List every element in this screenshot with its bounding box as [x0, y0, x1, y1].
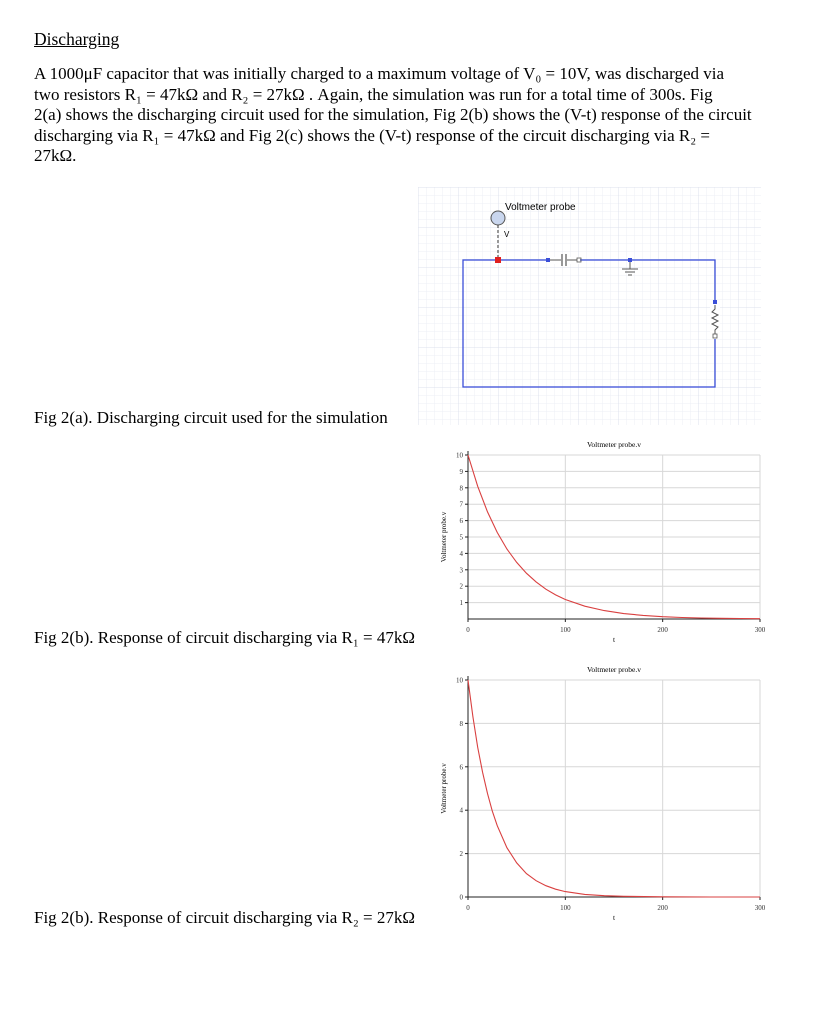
y-tick-label: 2 — [459, 582, 463, 591]
x-tick-label: 0 — [466, 904, 470, 912]
paragraph-line: 27kΩ. — [34, 146, 77, 166]
probe-label: Voltmeter probe — [505, 202, 576, 213]
circuit-diagram — [418, 187, 761, 425]
chart-title: Voltmeter probe.v — [586, 665, 642, 674]
y-tick-label: 0 — [459, 893, 463, 902]
x-tick-label: 300 — [754, 904, 766, 912]
figure-caption-a: Fig 2(a). Discharging circuit used for the simulation — [34, 408, 388, 427]
x-axis-label: t — [612, 635, 616, 644]
voltmeter-probe-icon[interactable] — [491, 211, 505, 225]
y-axis-label: Voltmeter probe.v — [440, 763, 448, 814]
chart-title: Voltmeter probe.v — [586, 440, 642, 449]
description-paragraph — [34, 64, 794, 167]
y-tick-label: 10 — [456, 676, 463, 685]
y-tick-label: 8 — [459, 719, 463, 728]
paragraph-line: A 1000μF capacitor that was initially charged to a maximum voltage of V₀ = 10V, was discharged via — [34, 64, 725, 83]
y-tick-label: 3 — [459, 566, 463, 575]
y-tick-label: 10 — [456, 451, 463, 460]
probe-pin-label: V — [504, 230, 510, 239]
y-tick-label: 2 — [459, 850, 463, 859]
section-heading: Discharging — [34, 29, 120, 49]
y-tick-label: 7 — [459, 500, 463, 509]
x-tick-label: 100 — [560, 904, 571, 912]
paragraph-line: 2(a) shows the discharging circuit used for the simulation, Fig 2(b) shows the (V-t) response of the circuit — [34, 105, 752, 125]
paragraph-line: discharging via R₁ = 47kΩ and Fig 2(c) shows the (V-t) response of the circuit discharging via R₂ = — [34, 125, 711, 145]
y-axis-label: Voltmeter probe.v — [440, 511, 448, 563]
voltage-time-chart-r2 — [432, 662, 766, 922]
y-tick-label: 6 — [459, 763, 463, 772]
voltage-time-chart-r1 — [432, 440, 766, 644]
y-tick-label: 8 — [459, 484, 463, 493]
grid-background — [418, 187, 761, 425]
y-tick-label: 5 — [459, 533, 463, 542]
figure-caption-b: Fig 2(b). Response of circuit discharging via R₁ = 47kΩ — [34, 628, 416, 647]
x-tick-label: 100 — [560, 626, 571, 634]
probe-node — [495, 257, 501, 263]
x-tick-label: 0 — [466, 626, 470, 634]
y-tick-label: 9 — [459, 467, 463, 476]
y-tick-label: 1 — [459, 599, 463, 608]
y-tick-label: 4 — [459, 806, 463, 815]
x-tick-label: 200 — [657, 904, 668, 912]
series-line — [468, 680, 760, 897]
x-axis-label: t — [612, 913, 616, 922]
resistor-icon[interactable] — [710, 300, 720, 339]
figure-caption-c: Fig 2(b). Response of circuit discharging via R₂ = 27kΩ — [34, 908, 416, 927]
x-tick-label: 200 — [657, 626, 668, 634]
x-tick-label: 300 — [754, 626, 766, 634]
y-tick-label: 6 — [459, 517, 463, 526]
y-tick-label: 4 — [459, 549, 463, 558]
paragraph-line: two resistors R₁ = 47kΩ and R₂ = 27kΩ . Again, the simulation was run for a total time of 300s. Fig — [34, 84, 713, 104]
